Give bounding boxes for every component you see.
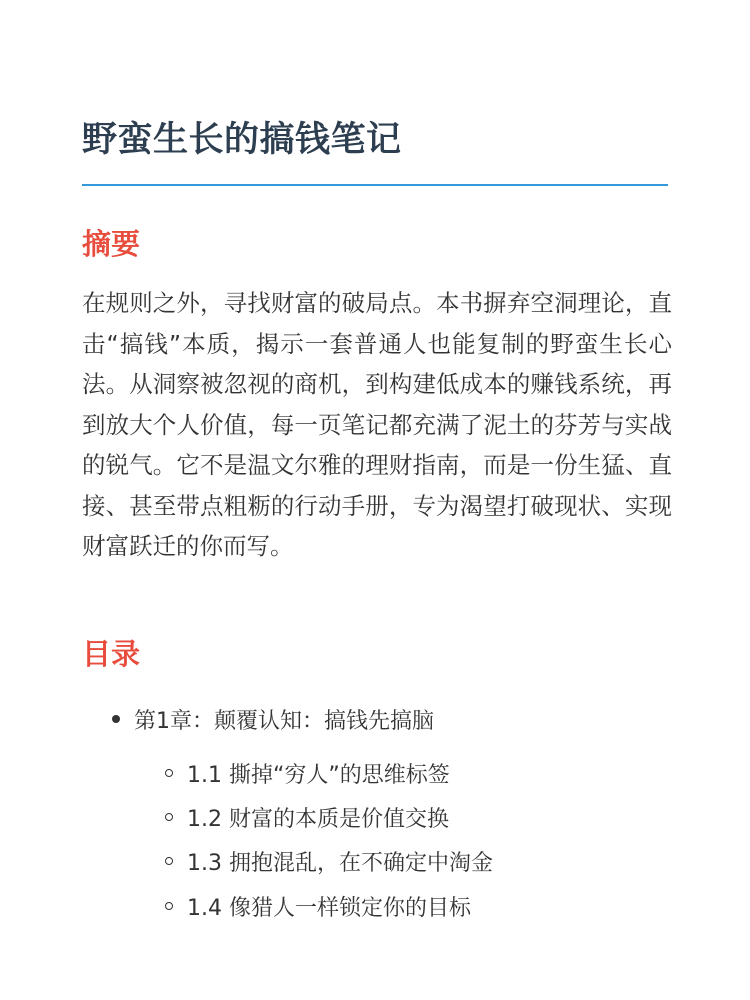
toc-chapter-1 xyxy=(112,700,434,738)
summary-heading: 摘要 xyxy=(82,227,141,261)
bullet-circle-icon xyxy=(165,857,173,865)
bullet-circle-icon xyxy=(165,769,173,777)
toc-section-1-4 xyxy=(165,887,471,925)
toc-section-label: 1.1 撕掉“穷人”的思维标签 xyxy=(187,762,450,788)
toc-heading: 目录 xyxy=(82,637,141,671)
bullet-circle-icon xyxy=(165,902,173,910)
toc-section-1-1 xyxy=(165,754,450,792)
bullet-disc-icon xyxy=(112,715,120,723)
summary-paragraph: 在规则之外，寻找财富的破局点。本书摒弃空洞理论，直击“搞钱”本质，揭示一套普通人也能复制的野蛮生长心法。从洞察被忽视的商机，到构建低成本的赚钱系统，再到放大个人价值，每一页笔记都充满了泥土的芬芳与实战的锐气。它不是温文尔雅的理财指南，而是一份生猛、直接、甚至带点粗粝的行动手册，专为渴望打破现状、实现财富跃迁的你而写。 xyxy=(82,289,672,560)
toc-section-label: 1.4 像猎人一样锁定你的目标 xyxy=(187,895,471,921)
toc-section-1-3 xyxy=(165,842,493,880)
bullet-circle-icon xyxy=(165,813,173,821)
title-divider xyxy=(82,184,668,186)
toc-section-label: 1.3 拥抱混乱，在不确定中淘金 xyxy=(187,850,493,876)
toc-section-label: 1.2 财富的本质是价值交换 xyxy=(187,806,449,832)
toc-chapter-label: 第1章：颠覆认知：搞钱先搞脑 xyxy=(134,708,434,734)
document-title: 野蛮生长的搞钱笔记 xyxy=(82,120,402,160)
toc-section-1-2 xyxy=(165,798,449,836)
